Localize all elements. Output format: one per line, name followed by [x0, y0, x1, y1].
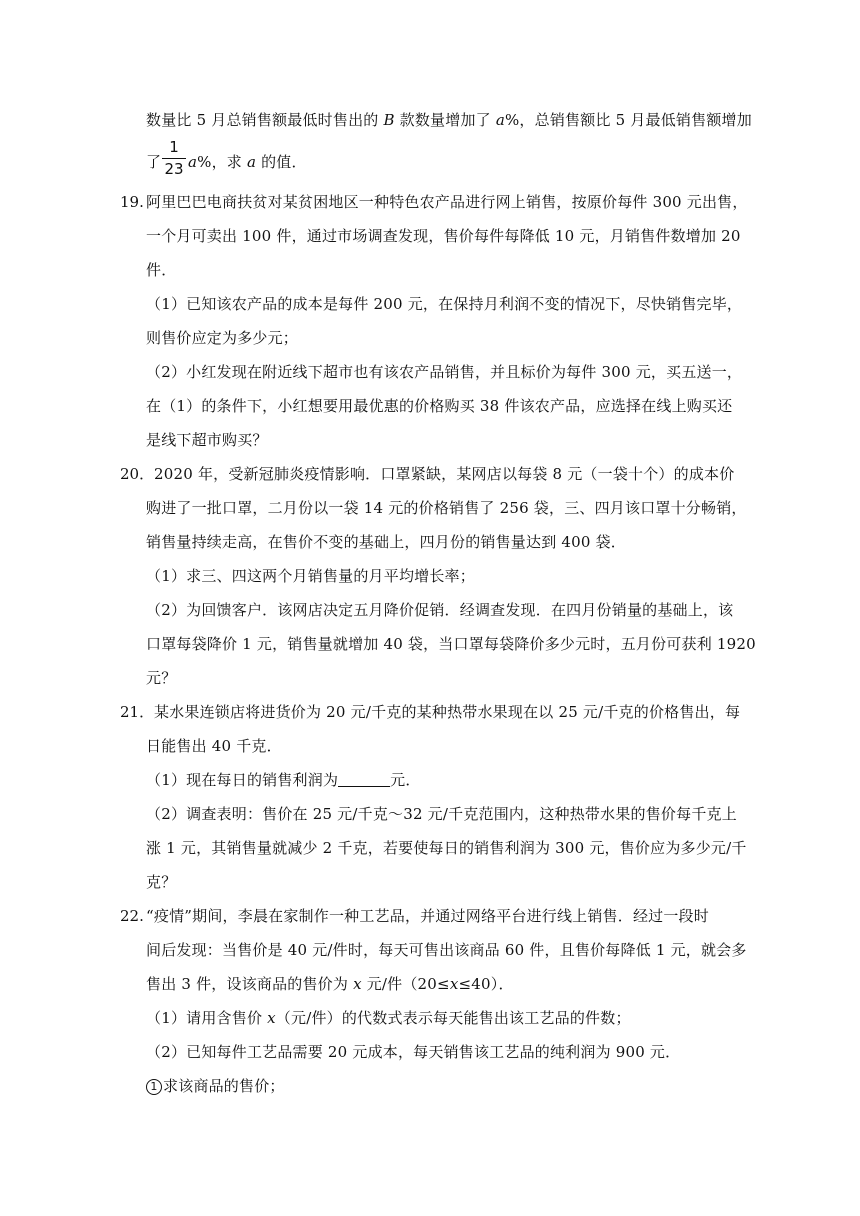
q18-text: 数量比 5 月总销售额最低时售出的 [146, 111, 384, 129]
q22-line-1: “疫情”期间，李晨在家制作一种工艺品，并通过网络平台进行线上销售．经过一段时 [146, 907, 709, 925]
answer-blank [338, 772, 390, 787]
q18-text: %，总销售额比 5 月最低销售额增加 [504, 111, 752, 129]
q18-text: 款数量增加了 [394, 111, 496, 129]
q19-part-1-line-2: 则售价应定为多少元； [146, 329, 299, 347]
q22-part-1 [146, 1008, 631, 1028]
q22-part-1-text: （1）请用含售价 [146, 1009, 268, 1027]
q18-line-2-suffix [188, 152, 307, 172]
q21-part-2-line-2: 涨 1 元，其销售量就减少 2 千克，若要使每日的销售利润为 300 元，售价应为多少元/千 [146, 839, 747, 857]
q22-text: ≤40）． [458, 975, 514, 993]
q18-text: 的值． [256, 153, 307, 171]
q22-var-x: x [353, 975, 362, 993]
q21-line-1: 某水果连锁店将进货价为 20 元/千克的某种热带水果现在以 25 元/千克的价格售出，每 [154, 703, 741, 721]
q19-part-2-line-3: 是线下超市购买？ [146, 431, 268, 449]
q18-text: %，求 [197, 153, 247, 171]
q22-text: 售出 3 件，设该商品的售价为 [146, 975, 354, 993]
q21-part-1 [146, 770, 421, 790]
q22-var-x: x [267, 1009, 276, 1027]
fraction-numerator: 1 [169, 138, 179, 156]
q21-part-2-line-1: （2）调查表明：售价在 25 元/千克～32 元/千克范围内，这种热带水果的售价每千克上 [146, 805, 737, 823]
q22-var-x: x [449, 975, 459, 993]
q20-line-1: 2020 年，受新冠肺炎疫情影响．口罩紧缺，某网店以每袋 8 元（一袋十个）的成本价 [154, 465, 735, 483]
q18-line-1 [146, 110, 752, 130]
q22-line-3 [146, 974, 514, 994]
q19-part-1-line-1: （1）已知该农产品的成本是每件 200 元，在保持月利润不变的情况下，尽快销售完毕， [146, 295, 743, 313]
q20-part-2-line-2: 口罩每袋降价 1 元，销售量就增加 40 袋，当口罩每袋降价多少元时，五月份可获利 1920 [146, 635, 756, 653]
q22-subpart-1 [146, 1076, 285, 1096]
q20-number: 20． [120, 465, 155, 483]
q20-part-2-line-3: 元？ [146, 669, 177, 687]
q22-part-2: （2）已知每件工艺品需要 20 元成本，每天销售该工艺品的纯利润为 900 元． [146, 1043, 681, 1061]
q20-line-2: 购进了一批口罩，二月份以一袋 14 元的价格销售了 256 袋，三、四月该口罩十分畅销， [146, 499, 747, 517]
q21-line-2: 日能售出 40 千克． [146, 737, 282, 755]
q18-text: 了 [146, 153, 162, 171]
q19-line-3: 件． [146, 261, 177, 279]
q18-var-a: a [495, 111, 505, 129]
q19-number: 19. [120, 193, 144, 211]
circled-number-icon: 1 [146, 1079, 162, 1095]
q18-line-2-prefix [146, 152, 161, 172]
q19-line-1: 阿里巴巴电商扶贫对某贫困地区一种特色农产品进行网上销售，按原价每件 300 元出售， [146, 193, 748, 211]
q20-part-1: （1）求三、四这两个月销售量的月平均增长率； [146, 567, 475, 585]
q22-text: 元/件（20≤ [361, 975, 450, 993]
fraction-bar [162, 158, 186, 159]
q22-subpart-1-text: 求该商品的售价； [163, 1077, 285, 1095]
q22-part-1-text: （元/件）的代数式表示每天能售出该工艺品的件数； [275, 1009, 631, 1027]
fraction-denominator: 23 [164, 160, 184, 178]
q19-line-2: 一个月可卖出 100 件，通过市场调查发现，售价每件每降低 10 元，月销售件数增加 20 [146, 227, 741, 245]
q20-part-2-line-1: （2）为回馈客户．该网店决定五月降价促销．经调查发现．在四月份销量的基础上，该 [146, 601, 734, 619]
q21-number: 21． [120, 703, 155, 721]
q22-line-2: 间后发现：当售价是 40 元/件时，每天可售出该商品 60 件，且售价每降低 1 元，就会多 [146, 941, 747, 959]
q19-part-2-line-1: （2）小红发现在附近线下超市也有该农产品销售，并且标价为每件 300 元，买五送一， [146, 363, 743, 381]
q18-var-b: B [383, 111, 395, 129]
q21-part-1-text: （1）现在每日的销售利润为 [146, 771, 339, 789]
q21-part-2-line-3: 克？ [146, 873, 177, 891]
q22-number: 22. [120, 907, 144, 925]
q18-var-a: a [246, 153, 257, 171]
q19-part-2-line-2: 在（1）的条件下，小红想要用最优惠的价格购买 38 件该农产品，应选择在线上购买还 [146, 397, 733, 415]
q20-line-3: 销售量持续走高，在售价不变的基础上，四月份的销售量达到 400 袋． [146, 533, 626, 551]
q18-var-a: a [188, 153, 198, 171]
q21-part-1-unit: 元． [390, 771, 421, 789]
